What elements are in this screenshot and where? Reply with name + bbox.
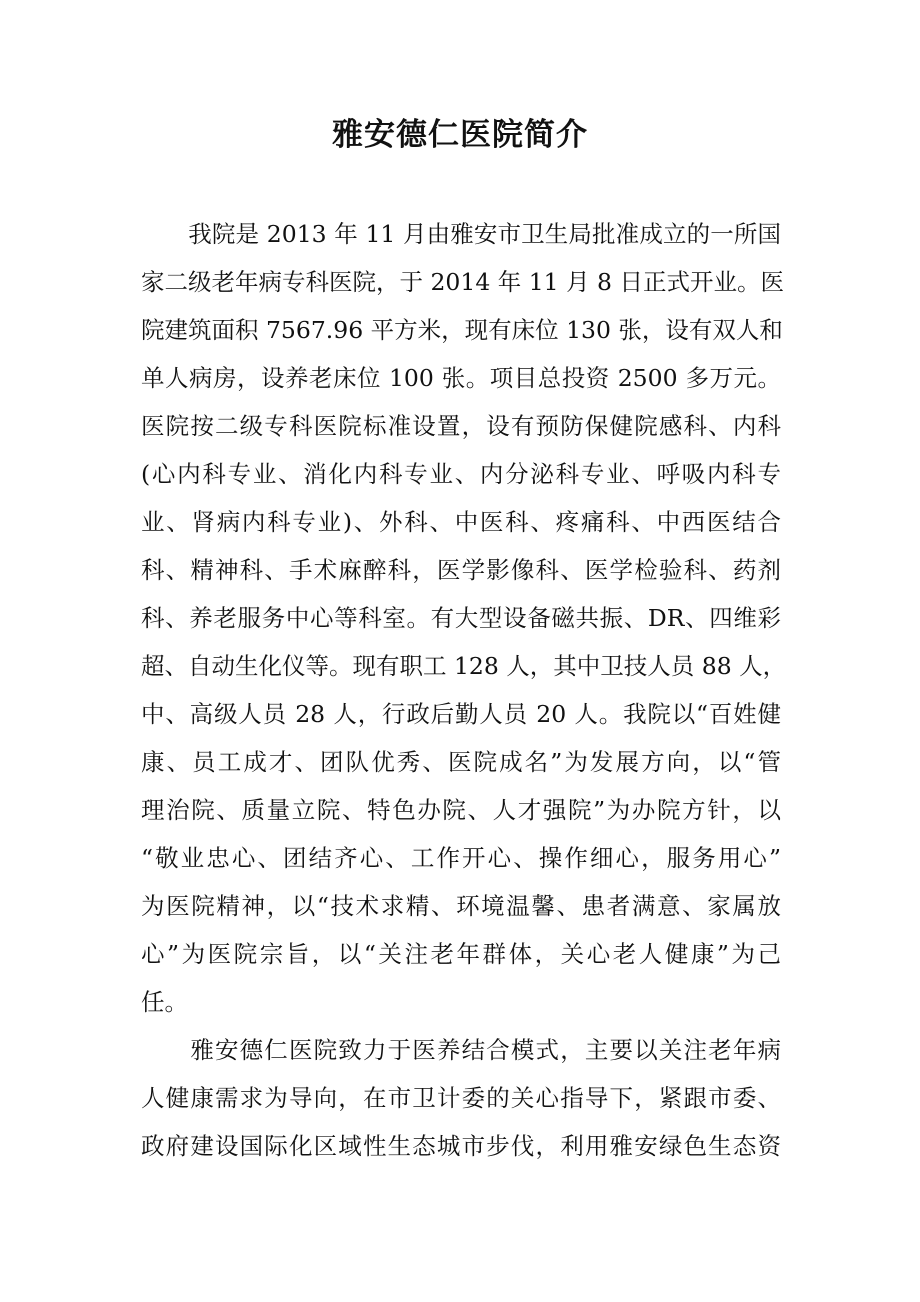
text-line: 人健康需求为导向，在市卫计委的关心指导下，紧跟市委、 [141, 1084, 781, 1112]
text-line: 康、员工成才、团队优秀、医院成名”为发展方向，以“管 [141, 748, 781, 776]
text-line: 政府建设国际化区域性生态城市步伐，利用雅安绿色生态资 [141, 1132, 781, 1160]
text-line: 业、肾病内科专业)、外科、中医科、疼痛科、中西医结合 [141, 508, 781, 536]
text-line: 科、精神科、手术麻醉科，医学影像科、医学检验科、药剂 [141, 556, 781, 584]
text-line: 医院按二级专科医院标准设置，设有预防保健院感科、内科 [141, 412, 781, 440]
text-line: 为医院精神，以“技术求精、环境温馨、患者满意、家属放 [141, 892, 781, 920]
paragraph-1 [141, 210, 787, 1026]
text-line: 科、养老服务中心等科室。有大型设备磁共振、DR、四维彩 [141, 604, 781, 632]
text-line: 超、自动生化仪等。现有职工 128 人，其中卫技人员 88 人， [141, 652, 787, 680]
text-line: 中、高级人员 28 人，行政后勤人员 20 人。我院以“百姓健 [141, 700, 781, 728]
text-line: 家二级老年病专科医院，于 2014 年 11 月 8 日正式开业。医 [141, 268, 784, 296]
text-line: “敬业忠心、团结齐心、工作开心、操作细心，服务用心” [141, 844, 781, 872]
text-line: 雅安德仁医院致力于医养结合模式，主要以关注老年病 [141, 1036, 781, 1064]
text-line: (心内科专业、消化内科专业、内分泌科专业、呼吸内科专 [141, 460, 781, 488]
document-body [141, 210, 787, 1170]
text-line: 理治院、质量立院、特色办院、人才强院”为办院方针，以 [141, 796, 781, 824]
text-line: 任。 [141, 988, 188, 1016]
text-line: 心”为医院宗旨，以“关注老年群体，关心老人健康”为己 [141, 940, 781, 968]
text-line: 单人病房，设养老床位 100 张。项目总投资 2500 多万元。 [141, 364, 781, 392]
document-title: 雅安德仁医院简介 [332, 117, 588, 153]
text-line: 我院是 2013 年 11 月由雅安市卫生局批准成立的一所国 [141, 220, 781, 248]
paragraph-2 [141, 1026, 781, 1170]
text-line: 院建筑面积 7567.96 平方米，现有床位 130 张，设有双人和 [141, 316, 783, 344]
